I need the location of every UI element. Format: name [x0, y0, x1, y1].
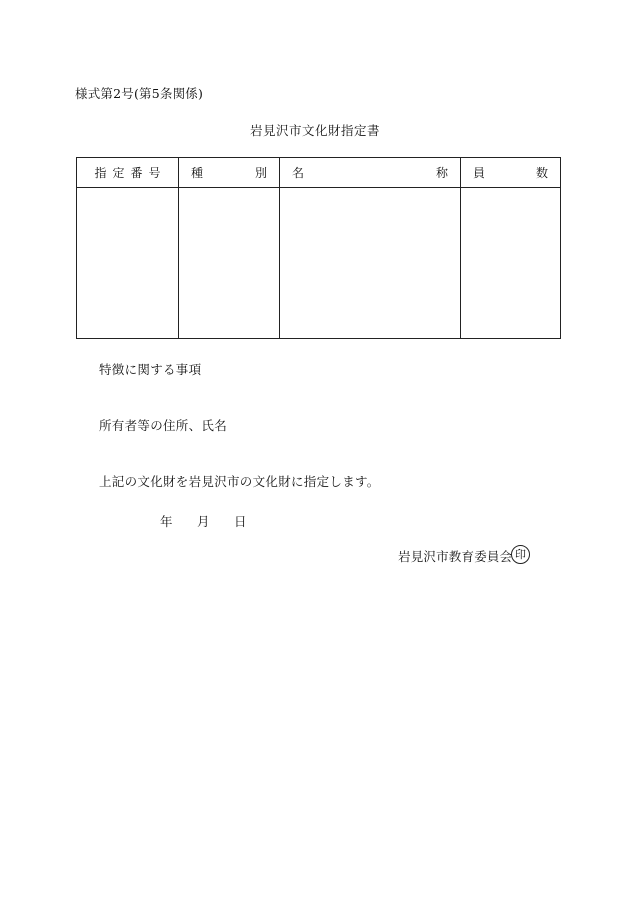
header-char: 号	[148, 166, 161, 180]
document-title: 岩見沢市文化財指定書	[249, 123, 380, 138]
date-year: 年	[160, 514, 173, 529]
header-quantity	[461, 158, 561, 188]
header-name	[280, 158, 461, 188]
header-char: 指	[94, 166, 107, 180]
cell-type	[179, 188, 280, 339]
header-designation-number	[77, 158, 179, 188]
features-label: 特徴に関する事項	[99, 362, 202, 377]
date-month: 月	[197, 514, 210, 529]
owner-label: 所有者等の住所、氏名	[99, 418, 228, 433]
header-type	[179, 158, 280, 188]
header-char: 称	[435, 166, 448, 180]
designation-table	[76, 157, 561, 339]
header-char: 番	[130, 166, 143, 180]
date-day: 日	[234, 514, 247, 529]
issuer-name: 岩見沢市教育委員会	[398, 549, 513, 564]
cell-name	[280, 188, 461, 339]
header-char: 定	[112, 166, 125, 180]
form-number: 様式第2号(第5条関係)	[75, 86, 204, 101]
header-char: 数	[535, 166, 548, 180]
table-row	[77, 188, 561, 339]
table-header-row	[77, 158, 561, 188]
header-char: 名	[292, 166, 305, 180]
declaration-text: 上記の文化財を岩見沢市の文化財に指定します。	[99, 474, 380, 489]
seal-mark: 印	[511, 545, 530, 564]
header-char: 種	[191, 166, 204, 180]
header-char: 別	[254, 166, 267, 180]
cell-quantity	[461, 188, 561, 339]
cell-designation-number	[77, 188, 179, 339]
header-char: 員	[473, 166, 486, 180]
